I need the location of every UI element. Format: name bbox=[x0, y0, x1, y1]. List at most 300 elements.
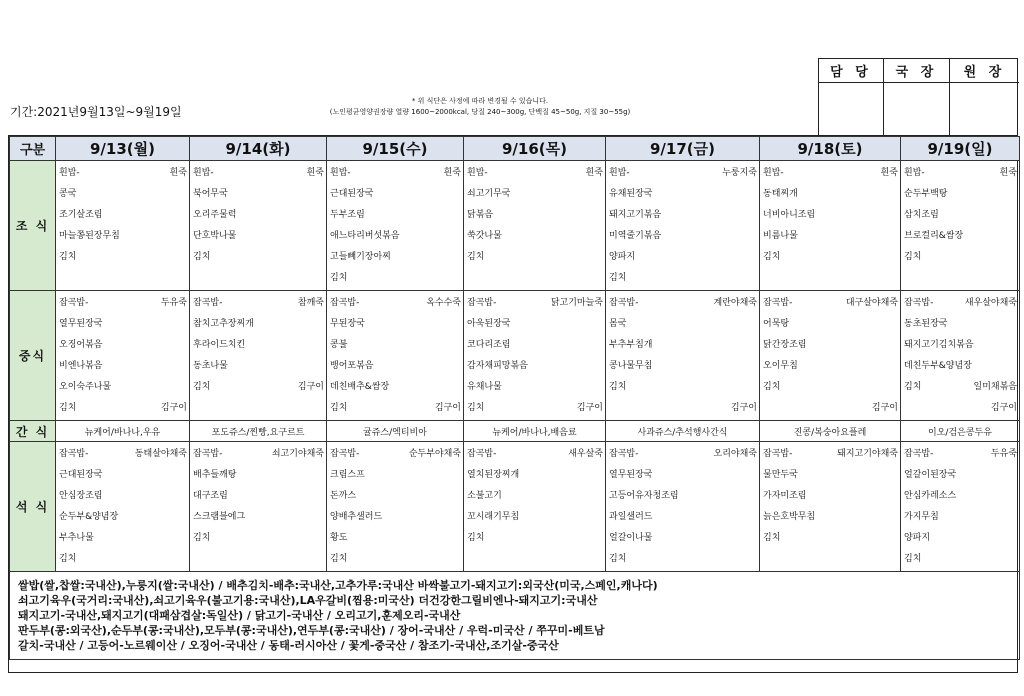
menu-item bbox=[193, 293, 324, 314]
menu-item-name: 유채나물 bbox=[467, 382, 502, 392]
menu-item-name: 열무된장국 bbox=[609, 470, 653, 480]
menu-item-extra: 흰죽 bbox=[880, 168, 898, 178]
menu-item bbox=[609, 335, 757, 356]
menu-item-name: 얼갈이된장국 bbox=[904, 470, 957, 480]
menu-item bbox=[59, 314, 187, 335]
menu-item-name: 김치 bbox=[763, 252, 781, 262]
menu-item-name: 돼지고기볶음 bbox=[609, 210, 662, 220]
breakfast-row bbox=[10, 161, 1020, 291]
menu-item-name: 김치 bbox=[609, 273, 627, 283]
dinner-cell bbox=[760, 442, 901, 572]
menu-item bbox=[763, 247, 898, 268]
menu-item-name: 흰밥- bbox=[609, 168, 630, 178]
menu-item-name: 콩나물무침 bbox=[609, 361, 653, 371]
menu-item-name: 안심장조림 bbox=[59, 491, 103, 501]
menu-item-name: 소불고기 bbox=[467, 491, 502, 501]
menu-item-name: 뱅어포볶음 bbox=[330, 361, 374, 371]
menu-item-name: 안심카레소스 bbox=[904, 491, 957, 501]
menu-item-name: 애느타리버섯볶음 bbox=[330, 231, 400, 241]
menu-item bbox=[193, 356, 324, 377]
menu-item-name: 너비아니조림 bbox=[763, 210, 816, 220]
menu-item bbox=[330, 293, 461, 314]
menu-item-name: 김치 bbox=[467, 533, 485, 543]
menu-item-name: 김치 bbox=[330, 403, 348, 413]
menu-item-name: 김치 bbox=[763, 533, 781, 543]
menu-item bbox=[609, 444, 757, 465]
menu-item-name: 흰밥- bbox=[59, 168, 80, 178]
menu-item-extra: 흰죽 bbox=[306, 168, 324, 178]
menu-item bbox=[330, 226, 461, 247]
menu-item-name: 참치고추장찌개 bbox=[193, 319, 254, 329]
menu-item bbox=[904, 377, 1017, 398]
menu-item bbox=[904, 465, 1017, 486]
menu-item-name: 흰밥- bbox=[763, 168, 784, 178]
menu-item-name: 김치 bbox=[904, 382, 922, 392]
menu-item-name: 잡곡밥- bbox=[763, 449, 793, 459]
menu-item-name: 콩불 bbox=[330, 340, 348, 350]
menu-item bbox=[330, 444, 461, 465]
breakfast-cell bbox=[56, 161, 190, 291]
menu-item-name: 흰밥- bbox=[467, 168, 488, 178]
menu-item-name: 감자채피망볶음 bbox=[467, 361, 528, 371]
menu-item bbox=[609, 507, 757, 528]
menu-item-name: 비엔나볶음 bbox=[59, 361, 103, 371]
menu-item bbox=[330, 335, 461, 356]
menu-item-name: 고등어유자청조림 bbox=[609, 491, 679, 501]
menu-item-name: 부추부침개 bbox=[609, 340, 653, 350]
menu-item bbox=[763, 335, 898, 356]
menu-item-name: 가자미조림 bbox=[763, 491, 807, 501]
menu-item bbox=[904, 356, 1017, 377]
lunch-cell bbox=[901, 291, 1020, 421]
menu-item-name: 김치 bbox=[59, 403, 77, 413]
origin-line: 갈치-국내산 / 고등어-노르웨이산 / 오징어-국내산 / 동태-러시아산 / 꽃게-중국산 / 참조기-국내산,조기살-중국산 bbox=[18, 639, 559, 652]
menu-item-name: 쇠고기무국 bbox=[467, 189, 511, 199]
menu-item-name: 동초나물 bbox=[193, 361, 228, 371]
menu-item bbox=[193, 507, 324, 528]
menu-item bbox=[763, 356, 898, 377]
approval-header-head: 원 장 bbox=[950, 59, 1019, 83]
menu-item-name: 잡곡밥- bbox=[193, 449, 223, 459]
menu-item bbox=[467, 356, 603, 377]
menu-item bbox=[609, 528, 757, 549]
menu-item-name: 잡곡밥- bbox=[609, 298, 639, 308]
menu-item-name: 김치 bbox=[904, 554, 922, 564]
menu-item bbox=[467, 314, 603, 335]
menu-item-name: 고들빼기장아찌 bbox=[330, 252, 391, 262]
menu-item-name: 잡곡밥- bbox=[330, 449, 360, 459]
menu-item bbox=[467, 507, 603, 528]
menu-item bbox=[193, 377, 324, 398]
menu-item-name: 꼬시래기무침 bbox=[467, 512, 520, 522]
menu-item-name: 늙은호박무침 bbox=[763, 512, 816, 522]
menu-item-name: 삼치조림 bbox=[904, 210, 939, 220]
menu-item-extra: 흰죽 bbox=[999, 168, 1017, 178]
lunch-cell bbox=[56, 291, 190, 421]
menu-item-name: 과일샐러드 bbox=[609, 512, 653, 522]
breakfast-cell bbox=[464, 161, 606, 291]
menu-item-name: 무된장국 bbox=[330, 319, 365, 329]
day-header: 9/16(목) bbox=[464, 137, 606, 161]
menu-item bbox=[59, 549, 187, 570]
menu-item-name: 데친배추&쌈장 bbox=[330, 382, 390, 392]
menu-item-extra: 누룽지죽 bbox=[722, 168, 757, 178]
menu-item-name: 닭볶음 bbox=[467, 210, 494, 220]
menu-item bbox=[59, 465, 187, 486]
menu-item bbox=[904, 486, 1017, 507]
menu-item bbox=[763, 486, 898, 507]
origin-line: 돼지고기-국내산,돼지고기(대패삼겹살:독일산) / 닭고기-국내산 / 오리고기,훈제오리-국내산 bbox=[18, 609, 461, 622]
menu-item-name: 부추나물 bbox=[59, 533, 94, 543]
lunch-label: 중식 bbox=[10, 291, 56, 421]
menu-item-name: 가지무침 bbox=[904, 512, 939, 522]
menu-item-name: 오이숙주나물 bbox=[59, 382, 112, 392]
menu-item bbox=[59, 486, 187, 507]
origin-line: 쌀밥(쌀,찹쌀:국내산),누룽지(쌀:국내산) / 배추김치-배추:국내산,고추가루:국내산 바싹불고기-돼지고기:외국산(미국,스페인,캐나다) bbox=[18, 579, 658, 592]
snack-cell: 사과쥬스/추석행사간식 bbox=[606, 421, 760, 442]
menu-item bbox=[59, 444, 187, 465]
menu-item bbox=[193, 184, 324, 205]
menu-item bbox=[193, 335, 324, 356]
menu-item bbox=[467, 444, 603, 465]
menu-item bbox=[904, 293, 1017, 314]
menu-item bbox=[193, 163, 324, 184]
header-row bbox=[10, 137, 1020, 161]
menu-item-name: 흰밥- bbox=[330, 168, 351, 178]
menu-item bbox=[467, 398, 603, 419]
menu-item-name: 대구조림 bbox=[193, 491, 228, 501]
menu-item-name: 흰밥- bbox=[193, 168, 214, 178]
menu-item-extra: 두유죽 bbox=[990, 449, 1017, 459]
menu-item bbox=[59, 163, 187, 184]
menu-item-name: 북어무국 bbox=[193, 189, 228, 199]
menu-item-name: 김치 bbox=[609, 382, 627, 392]
menu-item-name: 스크램블에그 bbox=[193, 512, 246, 522]
breakfast-cell bbox=[190, 161, 327, 291]
menu-item bbox=[609, 377, 757, 398]
menu-item bbox=[193, 444, 324, 465]
menu-item bbox=[59, 377, 187, 398]
menu-item bbox=[59, 184, 187, 205]
menu-item-name: 얼갈이나물 bbox=[609, 533, 653, 543]
menu-item bbox=[467, 465, 603, 486]
menu-item-name: 김치 bbox=[330, 554, 348, 564]
origin-line: 쇠고기육우(국거리:국내산),쇠고기육우(불고기용:국내산),LA우갈비(찜용:미국산) 더건강한그릴비엔나-돼지고기:국내산 bbox=[18, 594, 598, 607]
menu-item-extra: 새우살죽 bbox=[568, 449, 603, 459]
menu-item bbox=[763, 377, 898, 398]
dinner-cell bbox=[901, 442, 1020, 572]
menu-item bbox=[330, 356, 461, 377]
day-header: 9/18(토) bbox=[760, 137, 901, 161]
menu-item-name: 물만두국 bbox=[763, 470, 798, 480]
menu-item bbox=[904, 335, 1017, 356]
menu-item bbox=[763, 163, 898, 184]
menu-item-name: 잡곡밥- bbox=[59, 449, 89, 459]
menu-item-name: 김치 bbox=[330, 273, 348, 283]
lunch-cell bbox=[464, 291, 606, 421]
menu-item bbox=[904, 444, 1017, 465]
day-header: 9/19(일) bbox=[901, 137, 1020, 161]
menu-item-name: 돼지고기김치볶음 bbox=[904, 340, 974, 350]
menu-item-extra: 김구이 bbox=[160, 403, 187, 413]
menu-item bbox=[330, 268, 461, 289]
menu-item bbox=[59, 226, 187, 247]
snack-cell: 포도쥬스/찐빵,요구르트 bbox=[190, 421, 327, 442]
menu-item bbox=[609, 356, 757, 377]
menu-item-name: 순두부백탕 bbox=[904, 189, 948, 199]
menu-item bbox=[193, 465, 324, 486]
period-text: 기간:2021년9월13일~9월19일 bbox=[10, 105, 182, 119]
menu-item-name: 어묵탕 bbox=[763, 319, 790, 329]
menu-item bbox=[763, 205, 898, 226]
menu-item bbox=[904, 226, 1017, 247]
notice bbox=[300, 96, 660, 118]
menu-item bbox=[330, 205, 461, 226]
menu-item-name: 열치된장찌개 bbox=[467, 470, 520, 480]
menu-item-name: 김치 bbox=[467, 252, 485, 262]
approval-box bbox=[818, 58, 1018, 140]
menu-item bbox=[467, 205, 603, 226]
approval-sign-staff bbox=[819, 83, 884, 141]
menu-item bbox=[467, 184, 603, 205]
menu-item bbox=[330, 507, 461, 528]
menu-item bbox=[330, 247, 461, 268]
menu-item-name: 오리주물럭 bbox=[193, 210, 237, 220]
menu-item-extra: 새우살야채죽 bbox=[964, 298, 1017, 308]
menu-item bbox=[904, 507, 1017, 528]
menu-item-extra: 흰죽 bbox=[443, 168, 461, 178]
menu-item bbox=[193, 486, 324, 507]
lunch-cell bbox=[327, 291, 464, 421]
menu-item-name: 잡곡밥- bbox=[763, 298, 793, 308]
menu-item bbox=[609, 314, 757, 335]
menu-item-extra: 김구이 bbox=[871, 403, 898, 413]
origin-info bbox=[10, 572, 1020, 660]
menu-item-extra: 두유죽 bbox=[160, 298, 187, 308]
breakfast-cell bbox=[606, 161, 760, 291]
menu-item-name: 단호박나물 bbox=[193, 231, 237, 241]
menu-item-name: 황도 bbox=[330, 533, 348, 543]
menu-item bbox=[904, 247, 1017, 268]
menu-item-name: 데친두부&양념장 bbox=[904, 361, 972, 371]
menu-item bbox=[609, 486, 757, 507]
menu-item bbox=[609, 163, 757, 184]
breakfast-cell bbox=[760, 161, 901, 291]
menu-item-extra: 김구이 bbox=[434, 403, 461, 413]
dinner-cell bbox=[190, 442, 327, 572]
menu-item-name: 흰밥- bbox=[904, 168, 925, 178]
menu-item bbox=[330, 314, 461, 335]
menu-item bbox=[330, 549, 461, 570]
menu-item bbox=[59, 335, 187, 356]
breakfast-cell bbox=[327, 161, 464, 291]
menu-item-name: 순두부&양념장 bbox=[59, 512, 119, 522]
menu-item bbox=[330, 465, 461, 486]
day-header: 9/14(화) bbox=[190, 137, 327, 161]
menu-item bbox=[467, 377, 603, 398]
menu-item bbox=[59, 293, 187, 314]
menu-item-extra: 쇠고기야채죽 bbox=[271, 449, 324, 459]
menu-item-name: 김치 bbox=[59, 252, 77, 262]
dinner-cell bbox=[606, 442, 760, 572]
menu-item-name: 잡곡밥- bbox=[904, 298, 934, 308]
menu-item-extra: 닭고기마늘죽 bbox=[550, 298, 603, 308]
menu-item bbox=[609, 205, 757, 226]
menu-item bbox=[609, 293, 757, 314]
menu-item-extra: 김구이 bbox=[730, 403, 757, 413]
menu-item bbox=[609, 549, 757, 570]
menu-item-name: 오징어볶음 bbox=[59, 340, 103, 350]
menu-item-name: 유채된장국 bbox=[609, 189, 653, 199]
menu-item-extra: 대구살야채죽 bbox=[845, 298, 898, 308]
menu-item-name: 코다리조림 bbox=[467, 340, 511, 350]
menu-item bbox=[59, 356, 187, 377]
menu-item bbox=[904, 549, 1017, 570]
dinner-row bbox=[10, 442, 1020, 572]
dinner-cell bbox=[464, 442, 606, 572]
menu-item bbox=[467, 247, 603, 268]
menu-item bbox=[763, 314, 898, 335]
menu-item-extra: 계란야채죽 bbox=[713, 298, 757, 308]
menu-item bbox=[193, 226, 324, 247]
dinner-cell bbox=[56, 442, 190, 572]
menu-item bbox=[59, 398, 187, 419]
menu-item bbox=[904, 163, 1017, 184]
menu-item bbox=[330, 377, 461, 398]
menu-item bbox=[904, 184, 1017, 205]
menu-item bbox=[763, 444, 898, 465]
menu-item-name: 김치 bbox=[609, 554, 627, 564]
menu-item bbox=[763, 528, 898, 549]
lunch-cell bbox=[760, 291, 901, 421]
menu-item-extra: 참깨죽 bbox=[297, 298, 324, 308]
menu-item-name: 김치 bbox=[193, 382, 211, 392]
menu-item bbox=[467, 293, 603, 314]
menu-item-extra: 김구이 bbox=[990, 403, 1017, 413]
menu-item-extra: 오리야채죽 bbox=[713, 449, 757, 459]
menu-item bbox=[330, 528, 461, 549]
menu-item bbox=[763, 507, 898, 528]
menu-table-wrapper bbox=[8, 135, 1018, 673]
menu-item bbox=[609, 268, 757, 289]
snack-cell: 귤쥬스/엑티비아 bbox=[327, 421, 464, 442]
menu-item bbox=[59, 507, 187, 528]
menu-item bbox=[330, 486, 461, 507]
menu-item-name: 잡곡밥- bbox=[330, 298, 360, 308]
approval-header-director: 국 장 bbox=[884, 59, 950, 83]
menu-item-name: 근대된장국 bbox=[59, 470, 103, 480]
menu-item bbox=[904, 528, 1017, 549]
menu-item bbox=[193, 247, 324, 268]
menu-item bbox=[467, 163, 603, 184]
menu-item-extra: 동태살야채죽 bbox=[134, 449, 187, 459]
menu-item-name: 동태찌개 bbox=[763, 189, 798, 199]
category-header: 구분 bbox=[10, 137, 56, 161]
menu-item-name: 양파지 bbox=[904, 533, 931, 543]
snack-row bbox=[10, 421, 1020, 442]
day-header: 9/15(수) bbox=[327, 137, 464, 161]
snack-cell: 뉴케어/바나나,배음료 bbox=[464, 421, 606, 442]
menu-item bbox=[467, 335, 603, 356]
menu-item bbox=[609, 465, 757, 486]
menu-item-extra: 김구이 bbox=[576, 403, 603, 413]
snack-cell: 진콩/복숭아요플레 bbox=[760, 421, 901, 442]
origin-row bbox=[10, 572, 1020, 660]
menu-item-name: 마늘쫑된장무침 bbox=[59, 231, 120, 241]
menu-item-extra: 흰죽 bbox=[169, 168, 187, 178]
lunch-cell bbox=[190, 291, 327, 421]
menu-item-extra: 돼지고기야채죽 bbox=[837, 449, 898, 459]
notice-line-1: * 위 식단은 사정에 따라 변경될 수 있습니다. bbox=[411, 97, 549, 105]
approval-sign-director bbox=[884, 83, 950, 141]
menu-item-name: 잡곡밥- bbox=[609, 449, 639, 459]
menu-item-name: 근대된장국 bbox=[330, 189, 374, 199]
menu-item bbox=[609, 398, 757, 419]
menu-item-name: 김치 bbox=[59, 554, 77, 564]
menu-item-name: 열무된장국 bbox=[59, 319, 103, 329]
breakfast-cell bbox=[901, 161, 1020, 291]
menu-item-extra: 흰죽 bbox=[585, 168, 603, 178]
menu-item-name: 콩국 bbox=[59, 189, 77, 199]
menu-item-name: 비름나물 bbox=[763, 231, 798, 241]
menu-item bbox=[763, 184, 898, 205]
origin-line: 판두부(콩:외국산),순두부(콩:국내산),모두부(콩:국내산),연두부(콩:국내산) / 장어-국내산 / 우럭-미국산 / 쭈꾸미-베트남 bbox=[18, 624, 605, 637]
menu-item-name: 잡곡밥- bbox=[59, 298, 89, 308]
menu-item-extra: 옥수수죽 bbox=[426, 298, 461, 308]
menu-item bbox=[763, 226, 898, 247]
menu-item-name: 양파지 bbox=[609, 252, 636, 262]
approval-header-staff: 담 당 bbox=[819, 59, 884, 83]
menu-item-name: 오이무침 bbox=[763, 361, 798, 371]
menu-item bbox=[904, 398, 1017, 419]
menu-item-name: 김치 bbox=[904, 252, 922, 262]
menu-item-name: 후라이드치킨 bbox=[193, 340, 246, 350]
snack-cell: 이오/검은콩두유 bbox=[901, 421, 1020, 442]
menu-item bbox=[904, 314, 1017, 335]
menu-item-name: 조기살조림 bbox=[59, 210, 103, 220]
breakfast-label: 조 식 bbox=[10, 161, 56, 291]
day-header: 9/13(월) bbox=[56, 137, 190, 161]
snack-cell: 뉴케어/바나나,우유 bbox=[56, 421, 190, 442]
menu-item-name: 브로컬리&쌈장 bbox=[904, 231, 964, 241]
day-header: 9/17(금) bbox=[606, 137, 760, 161]
menu-item-name: 쑥갓나물 bbox=[467, 231, 502, 241]
menu-item-name: 양배추샐러드 bbox=[330, 512, 383, 522]
menu-item bbox=[763, 398, 898, 419]
menu-item-name: 동초된장국 bbox=[904, 319, 948, 329]
menu-item bbox=[193, 314, 324, 335]
menu-item-name: 잡곡밥- bbox=[193, 298, 223, 308]
menu-item bbox=[763, 293, 898, 314]
notice-line-2: (노인평균영양권장량 열량 1600~2000kcal, 당질 240~300g, 단백질 45~50g, 지질 30~55g) bbox=[329, 108, 631, 116]
menu-item-name: 잡곡밥- bbox=[467, 449, 497, 459]
menu-item bbox=[763, 465, 898, 486]
menu-item-name: 닭간장조림 bbox=[763, 340, 807, 350]
menu-item-name: 두부조림 bbox=[330, 210, 365, 220]
menu-item bbox=[467, 486, 603, 507]
menu-item-name: 크림스프 bbox=[330, 470, 365, 480]
menu-table bbox=[9, 136, 1020, 660]
menu-item bbox=[59, 205, 187, 226]
menu-item bbox=[609, 247, 757, 268]
menu-item-extra: 김구이 bbox=[297, 382, 324, 392]
menu-item-extra: 일미채볶음 bbox=[973, 382, 1017, 392]
menu-item-name: 김치 bbox=[193, 252, 211, 262]
menu-item bbox=[467, 528, 603, 549]
menu-item-name: 돈까스 bbox=[330, 491, 357, 501]
menu-item-name: 몸국 bbox=[609, 319, 627, 329]
lunch-row bbox=[10, 291, 1020, 421]
